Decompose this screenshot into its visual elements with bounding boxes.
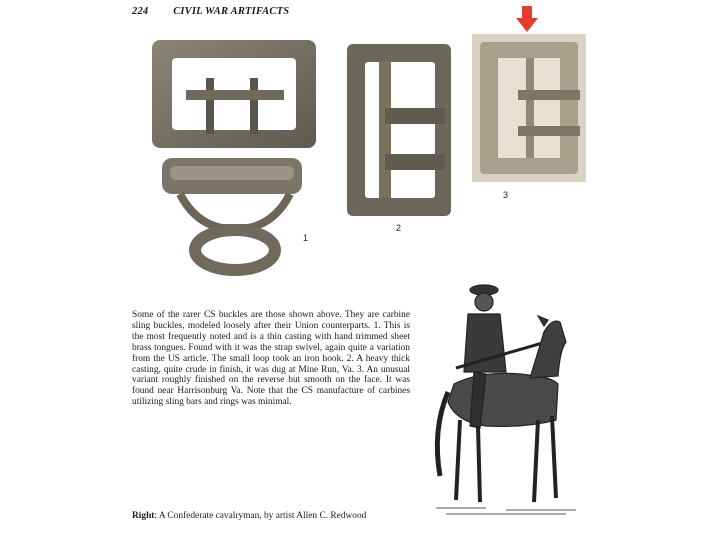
body-paragraph bbox=[132, 310, 410, 408]
figure-number-3: 3 bbox=[503, 190, 509, 200]
cavalryman-illustration bbox=[426, 280, 606, 524]
running-header bbox=[132, 6, 289, 17]
buckle-photo-2 bbox=[345, 42, 455, 220]
down-arrow-icon bbox=[516, 6, 538, 32]
buckle-photo-1 bbox=[150, 38, 320, 278]
running-title: CIVIL WAR ARTIFACTS bbox=[173, 6, 290, 17]
page-number: 224 bbox=[132, 6, 149, 17]
figure-number-2: 2 bbox=[396, 223, 402, 233]
caption-text: : A Confederate cavalryman, by artist Allen C. Redwood bbox=[154, 511, 367, 521]
figure-caption bbox=[132, 511, 366, 521]
buckle-photo-3 bbox=[472, 34, 586, 182]
figure-number-1: 1 bbox=[303, 233, 309, 243]
caption-lead: Right bbox=[132, 511, 155, 521]
body-paragraph-text: Some of the rarer CS buckles are those shown above. They are carbine sling buckles, modeled loosely after their Union counterparts. 1. This is the most frequently noted and is a thin casting with hand trimmed sheet brass tongues. Found with it was the strap swivel, again quite a variation from the US article. The small loop took an iron hook. 2. A heavy thick casting, quite crude in finish, it was dug at Mine Run, Va. 3. An unusual variant roughly finished on the reverse but smooth on the face. It was found near Harrisonburg Va. Note that the CS manufacture of carbines utilizing sling bars and rings was minimal. bbox=[132, 310, 410, 408]
